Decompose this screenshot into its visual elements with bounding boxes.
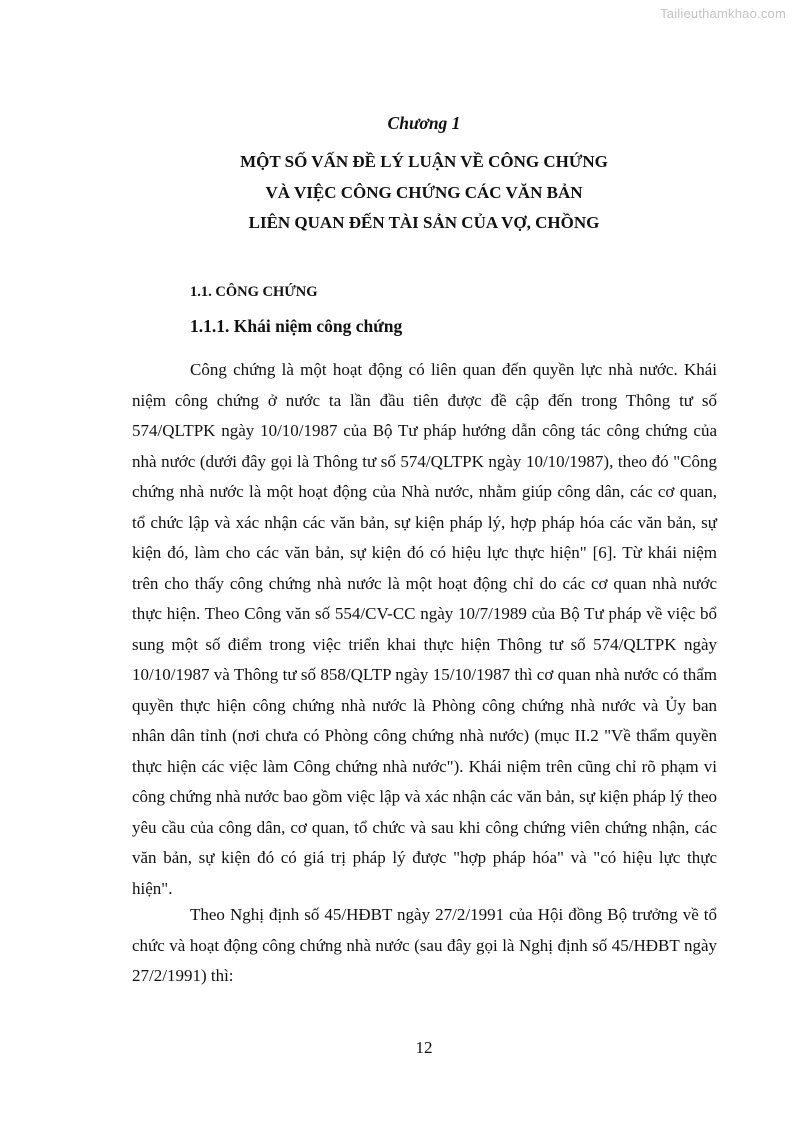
subsection-heading: 1.1.1. Khái niệm công chứng (190, 316, 403, 336)
body-paragraph: Theo Nghị định số 45/HĐBT ngày 27/2/1991 của Hội đồng Bộ trưởng về tổ chức và hoạt động công chứng nhà nước (sau đây gọi là Nghị định số 45/HĐBT ngày 27/2/1991) thì: (132, 905, 717, 985)
chapter-title-line: MỘT SỐ VẤN ĐỀ LÝ LUẬN VỀ CÔNG CHỨNG (240, 152, 608, 171)
section-heading: 1.1. CÔNG CHỨNG (190, 284, 318, 300)
chapter-title-line: LIÊN QUAN ĐẾN TÀI SẢN CỦA VỢ, CHỒNG (248, 213, 600, 232)
watermark-text: Tailieuthamkhao.com (660, 6, 786, 21)
body-paragraph: Công chứng là một hoạt động có liên quan đến quyền lực nhà nước. Khái niệm công chứng ở nước ta lần đầu tiên được đề cập đến trong Thông tư số 574/QLTPK ngày 10/10/1987 của Bộ Tư pháp hướng dẫn công tác công chứng của nhà nước (dưới đây gọi là Thông tư số 574/QLTPK ngày 10/10/1987), theo đó "Công chứng nhà nước là một hoạt động của Nhà nước, nhằm giúp công dân, các cơ quan, tổ chức lập và xác nhận các văn bản, sự kiện pháp lý, hợp pháp hóa các văn bản, sự kiện đó, làm cho các văn bản, sự kiện đó có hiệu lực thực hiện" [6]. Từ khái niệm trên cho thấy công chứng nhà nước là một hoạt động chỉ do các cơ quan nhà nước thực hiện. Theo Công văn số 554/CV-CC ngày 10/7/1989 của Bộ Tư pháp về việc bổ sung một số điểm trong việc triển khai thực hiện Thông tư số 574/QLTPK ngày 10/10/1987 và Thông tư số 858/QLTP ngày 15/10/1987 thì cơ quan nhà nước có thẩm quyền thực hiện công chứng nhà nước là Phòng công chứng nhà nước và Ủy ban nhân dân tỉnh (nơi chưa có Phòng công chứng nhà nước) (mục II.2 "Về thẩm quyền thực hiện các việc làm Công chứng nhà nước"). Khái niệm trên cũng chỉ rõ phạm vi công chứng nhà nước bao gồm việc lập và xác nhận các văn bản, sự kiện pháp lý theo yêu cầu của công dân, cơ quan, tổ chức và sau khi công chứng viên chứng nhận, các văn bản, sự kiện đó có giá trị pháp lý được "hợp pháp hóa" và "có hiệu lực thực hiện". (132, 360, 717, 898)
page-number: 12 (415, 1038, 433, 1057)
chapter-title (0, 147, 794, 239)
chapter-label: Chương 1 (387, 113, 461, 133)
chapter-title-line: VÀ VIỆC CÔNG CHỨNG CÁC VĂN BẢN (265, 182, 583, 202)
